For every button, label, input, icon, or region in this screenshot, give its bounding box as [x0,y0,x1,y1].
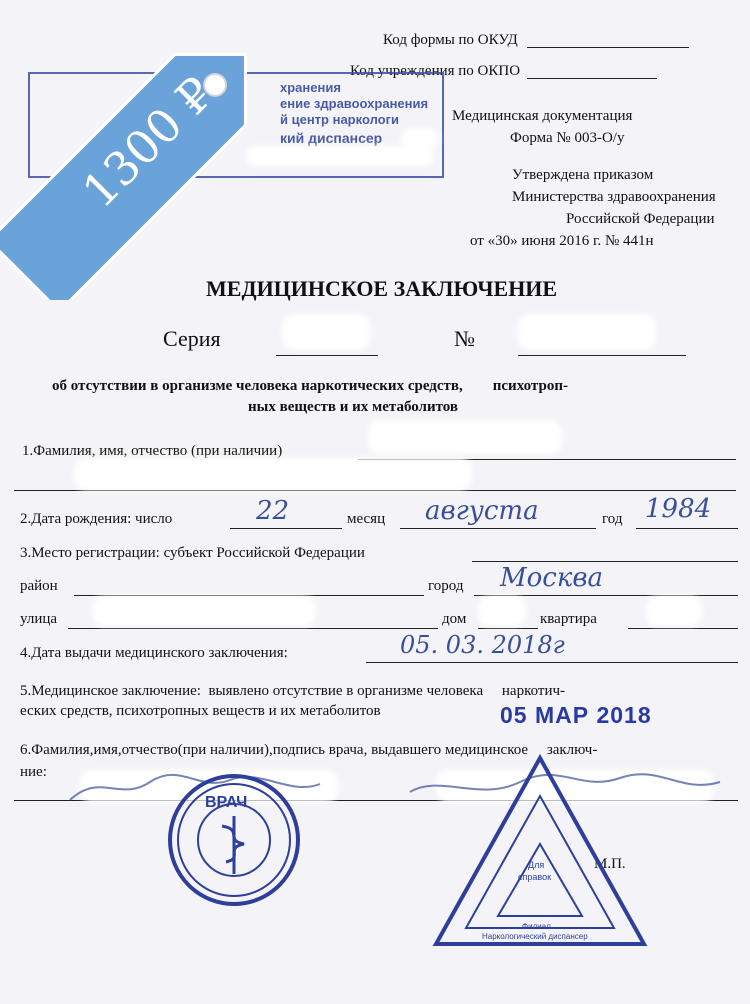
price-tag-text: 1300 ₽ [71,65,225,219]
subtitle-line1: об отсутствии в организме человека наркотических средств, психотроп- [52,378,568,394]
redaction [405,132,435,146]
triangle-stamp-bottom1: Филиал [522,922,551,931]
clinic-stamp-line4: кий диспансер [280,130,383,146]
order-date: от «30» июня 2016 г. № 441н [470,233,654,249]
registration-line [472,561,738,562]
birth-month-value: августа [425,496,539,526]
issue-date-value: 05. 03. 2018г [400,631,565,659]
field-conclusion-line1: 5.Медицинское заключение: выявлено отсутствие в организме человека наркотич- [20,683,566,699]
number-line [518,355,686,356]
fullname-line2 [14,490,736,491]
field-doctor-line1: 6.Фамилия,имя,отчество(при наличии),подпись врача, выдавшего медицинское заключ- [20,742,598,758]
birth-day-line [230,528,342,529]
clinic-stamp-line1: хранения [280,80,341,95]
field-doctor-line2: ние: [20,764,47,780]
redaction [286,318,366,346]
redaction [96,600,312,622]
okud-line [527,47,689,48]
ministry-label: Министерства здравоохранения [512,189,716,205]
clinic-stamp-line2: ение здравоохранения [280,96,429,111]
okpo-label: Код учреждения по ОКПО [350,63,521,79]
date-stamp: 05 МАР 2018 [500,702,652,728]
federation-label: Российской Федерации [566,211,715,227]
fullname-line1 [358,459,736,460]
birth-day-value: 22 [256,496,290,526]
okud-label: Код формы по ОКУД [383,32,518,48]
redaction [78,462,468,486]
birth-month-line [400,528,596,529]
approved-label: Утверждена приказом [512,167,654,183]
redaction [650,600,698,622]
birth-year-line [636,528,738,529]
birth-month-label: месяц [347,511,386,527]
house-label: дом [442,611,467,627]
city-line [474,595,738,596]
birth-year-label: год [602,511,623,527]
form-number: Форма № 003-О/у [510,130,625,146]
doctor-stamp-word: ВРАЧ [205,794,248,811]
redaction [372,424,558,450]
district-label: район [20,578,58,594]
house-line [478,628,538,629]
series-label: Серия [163,326,221,351]
document-title: МЕДИЦИНСКОЕ ЗАКЛЮЧЕНИЕ [206,276,558,301]
subtitle-line2: ных веществ и их метаболитов [248,399,459,415]
clinic-stamp-line3: й центр наркологи [280,112,400,127]
mp-label: М.П. [594,856,626,872]
field-issue-date-label: 4.Дата выдачи медицинского заключения: [20,645,288,661]
street-line [68,628,438,629]
issue-date-line [366,662,738,663]
series-line [276,355,378,356]
triangle-stamp-text1: Для [528,860,545,870]
triangle-stamp-bottom2: Наркологический диспансер [482,932,588,941]
street-label: улица [20,611,58,627]
redaction [522,318,652,346]
triangle-stamp-text2: справок [518,872,552,882]
district-line [74,595,424,596]
birth-year-value: 1984 [645,494,712,524]
field-conclusion-line2: еских средств, психотропных веществ и их метаболитов [20,703,381,719]
field-fullname-label: 1.Фамилия, имя, отчество (при наличии) [22,443,283,459]
doctor-round-stamp [164,770,304,910]
number-label: № [454,326,475,351]
okpo-line [527,78,657,79]
doc-type: Медицинская документация [452,108,633,124]
city-label: город [428,578,464,594]
city-value: Москва [500,563,603,593]
flat-label: квартира [540,611,597,627]
field-registration-label: 3.Место регистрации: субъект Российской Федерации [20,545,365,561]
flat-line [628,628,738,629]
field-birthdate-label: 2.Дата рождения: число [20,511,173,527]
redaction [482,600,522,622]
